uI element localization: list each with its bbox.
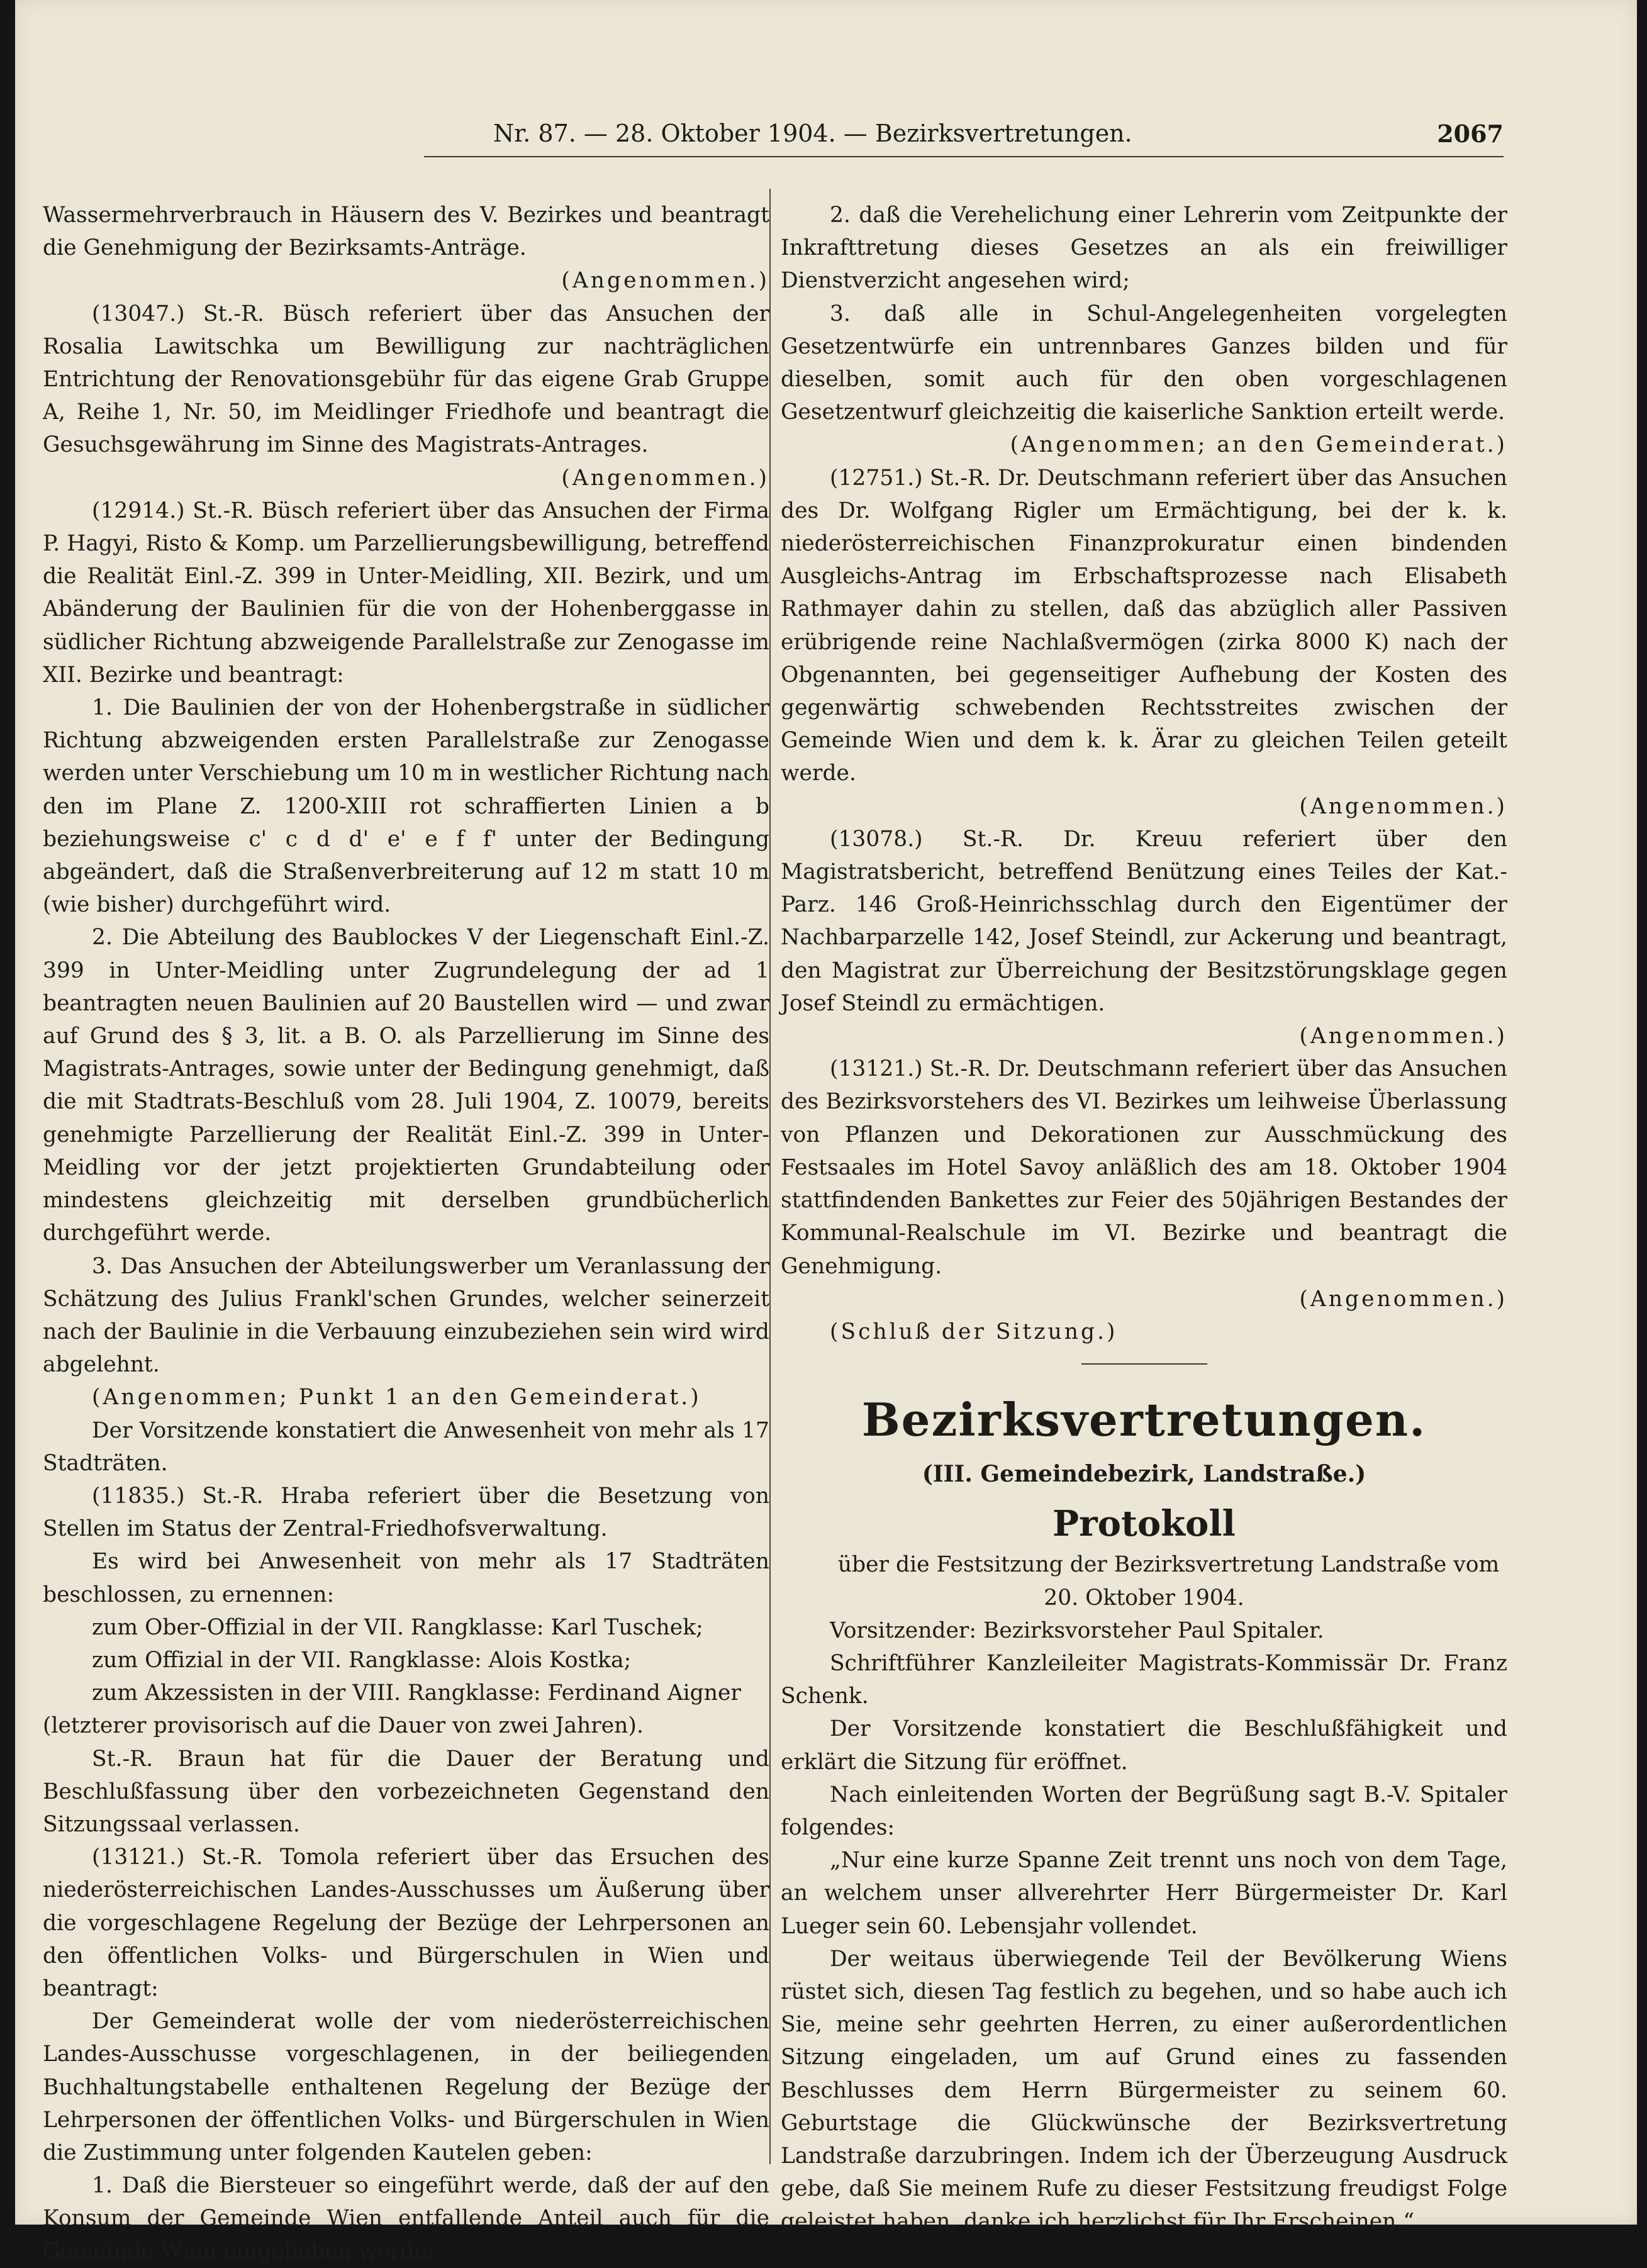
header-issue: Nr. 87. — 28. Oktober 1904. — Bezirksvertretungen.: [493, 120, 1132, 147]
quote-paragraph: „Nur eine kurze Spanne Zeit trennt uns noch von dem Tage, an welchem unser allverehrter Herr Bürgermeister Dr. Karl Lueger sein 60. Lebensjahr vollendet.: [781, 1848, 1507, 1939]
paragraph: Wassermehrverbrauch in Häusern des V. Bezirkes und beantragt die Genehmigung der Bezirksamts-Anträge.: [43, 203, 769, 261]
paragraph: 3. daß alle in Schul-Angelegenheiten vorgelegten Gesetzentwürfe ein untrennbares Ganzes bilden und für dieselben, somit auch für den oben vorgeschlagenen Gesetzentwurf gleichzeitig die kaiserliche Sanktion erteilt werde.: [781, 301, 1507, 425]
resolution: (Angenommen.): [1299, 1024, 1507, 1049]
paragraph: (13121.) St.-R. Dr. Deutschmann referiert über das Ansuchen des Bezirksvorstehers des VI. Bezirkes um leihweise Überlassung von Pflanzen und Dekorationen zur Ausschmückung des Festsaales im Hotel Savoy anläßlich des am 18. Oktober 1904 stattfindenden Bankettes zur Feier des 50jährigen Bestandes der Kommunal-Realschule im VI. Bezirke und beantragt die Genehmigung.: [781, 1056, 1507, 1279]
resolution: (Angenommen; Punkt 1 an den Gemeinderat.): [92, 1385, 701, 1411]
session-line: über die Festsitzung der Bezirksvertretung Landstraße vom 20. Oktober 1904.: [837, 1552, 1500, 1611]
paragraph: (13121.) St.-R. Tomola referiert über das Ersuchen des niederösterreichischen Landes-Ausschusses um Äußerung über die vorgeschlagene Regelung der Bezüge der Lehrpersonen an den öffentlichen Volks- und Bürgerschulen in Wien und beantragt:: [43, 1845, 769, 2001]
resolution: (Angenommen.): [1299, 793, 1507, 819]
appointment: zum Offizial in der VII. Rangklasse: Alois Kostka;: [92, 1647, 632, 1673]
paragraph: (11835.) St.-R. Hraba referiert über die Besetzung von Stellen im Status der Zentral-Friedhofsverwaltung.: [43, 1483, 769, 1542]
quote-paragraph: Der weitaus überwiegende Teil der Bevölkerung Wiens rüstet sich, diesen Tag festlich zu begehen, und so habe auch ich Sie, meine sehr geehrten Herren, zu einer außerordentlichen Sitzung eingeladen, um auf Grund eines zu fassenden Beschlusses dem Herrn Bürgermeister zu seinem 60. Geburtstage die Glückwünsche der Bezirksvertretung Landstraße darzubringen. Indem ich der Überzeugung Ausdruck gebe, daß Sie meinem Rufe zu dieser Festsitzung freudigst Folge geleistet haben, danke ich herzlichst für Ihr Erscheinen.“: [781, 1946, 1507, 2235]
protocol-heading: Protokoll: [1052, 1503, 1236, 1545]
resolution: (Angenommen; an den Gemeinderat.): [1010, 432, 1507, 458]
session-close: (Schluß der Sitzung.): [830, 1319, 1118, 1344]
paragraph: (letzterer provisorisch auf die Dauer von zwei Jahren).: [43, 1713, 644, 1739]
section-title: Bezirksvertretungen.: [861, 1393, 1427, 1447]
right-column: [781, 199, 1507, 2238]
appointment: zum Akzessisten in der VIII. Rangklasse: Ferdinand Aigner: [92, 1680, 741, 1706]
paragraph: 1. Daß die Biersteuer so eingeführt werde, daß der auf den Konsum der Gemeinde Wien entfallende Anteil auch für die Gemeinde Wien eingehoben werde;: [43, 2173, 769, 2264]
paragraph: (12751.) St.-R. Dr. Deutschmann referiert über das Ansuchen des Dr. Wolfgang Rigler um Ermächtigung, bei der k. k. niederösterreichischen Finanzprokuratur einen bindenden Ausgleichs-Antrag im Erbschaftsprozesse nach Elisabeth Rathmayer dahin zu stellen, daß das abzüglich aller Passiven erübrigende reine Nachlaßvermögen (zirka 8000 K) nach der Obgenannten, bei gegenseitiger Aufhebung der Kosten des gegenwärtig schwebenden Rechtsstreites zwischen der Gemeinde Wien und dem k. k. Ärar zu gleichen Teilen geteilt werde.: [781, 465, 1507, 786]
header-rule: [424, 156, 1504, 157]
paragraph: St.-R. Braun hat für die Dauer der Beratung und Beschlußfassung über den vorbezeichneten Gegenstand den Sitzungssaal verlassen.: [43, 1746, 769, 1837]
paragraph: (13078.) St.-R. Dr. Kreuu referiert über den Magistratsbericht, betreffend Benützung eines Teiles der Kat.-Parz. 146 Groß-Heinrichsschlag durch den Eigentümer der Nachbarparzelle 142, Josef Steindl, zur Ackerung und beantragt, den Magistrat zur Überreichung der Besitzstörungsklage gegen Josef Steindl zu ermächtigen.: [781, 826, 1507, 1016]
paragraph: 3. Das Ansuchen der Abteilungswerber um Veranlassung der Schätzung des Julius Frankl'schen Grundes, welcher seinerzeit nach der Baulinie in die Verbauung einzubeziehen sein wird wird abgelehnt.: [43, 1253, 769, 1378]
resolution: (Angenommen.): [561, 268, 769, 294]
left-column: [43, 199, 769, 2268]
district-subtitle: (III. Gemeindebezirk, Landstraße.): [922, 1461, 1366, 1488]
resolution: (Angenommen.): [561, 465, 769, 491]
paragraph: Der Gemeinderat wolle der vom niederösterreichischen Landes-Ausschusse vorgeschlagenen, in der beiliegenden Buchhaltungstabelle enthaltenen Regelung der Bezüge der Lehrpersonen der öffentlichen Volks- und Bürgerschulen in Wien die Zustimmung unter folgenden Kautelen geben:: [43, 2009, 769, 2165]
paragraph: Der Vorsitzende konstatiert die Anwesenheit von mehr als 17 Stadträten.: [43, 1417, 769, 1476]
running-header: [424, 120, 1504, 157]
newspaper-page: [15, 0, 1637, 2264]
paragraph: (13047.) St.-R. Büsch referiert über das Ansuchen der Rosalia Lawitschka um Bewilligung zur nachträglichen Entrichtung der Renovationsgebühr für das eigene Grab Gruppe A, Reihe 1, Nr. 50, im Meidlinger Friedhofe und beantragt die Gesuchsgewährung im Sinne des Magistrats-Antrages.: [43, 301, 769, 458]
paragraph: (12914.) St.-R. Büsch referiert über das Ansuchen der Firma P. Hagyi, Risto & Komp. um Parzellierungsbewilligung, betreffend die Realität Einl.-Z. 399 in Unter-Meidling, XII. Bezirk, und um Abänderung der Baulinien für die von der Hohenberggasse in südlicher Richtung abzweigende Parallelstraße zur Zenogasse im XII. Bezirke und beantragt:: [43, 498, 769, 688]
page-number: 2067: [1437, 120, 1504, 148]
column-divider: [769, 189, 771, 2164]
section-rule: [1081, 1363, 1207, 1365]
resolution: (Angenommen.): [1299, 1286, 1507, 1312]
paragraph: 2. Die Abteilung des Baublockes V der Liegenschaft Einl.-Z. 399 in Unter-Meidling unter Zugrundelegung der ad 1 beantragten neuen Baulinien auf 20 Baustellen wird — und zwar auf Grund des § 3, lit. a B. O. als Parzellierung im Sinne des Magistrats-Antrages, sowie unter der Bedingung genehmigt, daß die mit Stadtrats-Beschluß vom 28. Juli 1904, Z. 10079, bereits genehmigte Parzellierung der Realität Einl.-Z. 399 in Unter-Meidling vor der jetzt projektierten Grundabteilung oder mindestens gleichzeitig mit derselben grundbücherlich durchgeführt werde.: [43, 925, 769, 1246]
paragraph: Der Vorsitzende konstatiert die Beschlußfähigkeit und erklärt die Sitzung für eröffnet.: [781, 1716, 1507, 1775]
chair-line: Vorsitzender: Bezirksvorsteher Paul Spitaler.: [830, 1617, 1324, 1643]
paragraph: Es wird bei Anwesenheit von mehr als 17 Stadträten beschlossen, zu ernennen:: [43, 1549, 769, 1607]
paragraph: 1. Die Baulinien der von der Hohenbergstraße in südlicher Richtung abzweigenden ersten Parallelstraße zur Zenogasse werden unter Verschiebung um 10 m in westlicher Richtung nach den im Plane Z. 1200-XIII rot schraffierten Linien a b beziehungsweise c' c d d' e' e f f' unter der Bedingung abgeändert, daß die Straßenverbreiterung auf 12 m statt 10 m (wie bisher) durchgeführt wird.: [43, 695, 769, 918]
paragraph: Nach einleitenden Worten der Begrüßung sagt B.-V. Spitaler folgendes:: [781, 1782, 1507, 1840]
secretary-line: Schriftführer Kanzleileiter Magistrats-Kommissär Dr. Franz Schenk.: [781, 1650, 1507, 1709]
appointment: zum Ober-Offizial in der VII. Rangklasse: Karl Tuschek;: [92, 1614, 703, 1640]
paragraph: 2. daß die Verehelichung einer Lehrerin vom Zeitpunkte der Inkrafttretung dieses Gesetzes an als ein freiwilliger Dienstverzicht angesehen wird;: [781, 203, 1507, 294]
